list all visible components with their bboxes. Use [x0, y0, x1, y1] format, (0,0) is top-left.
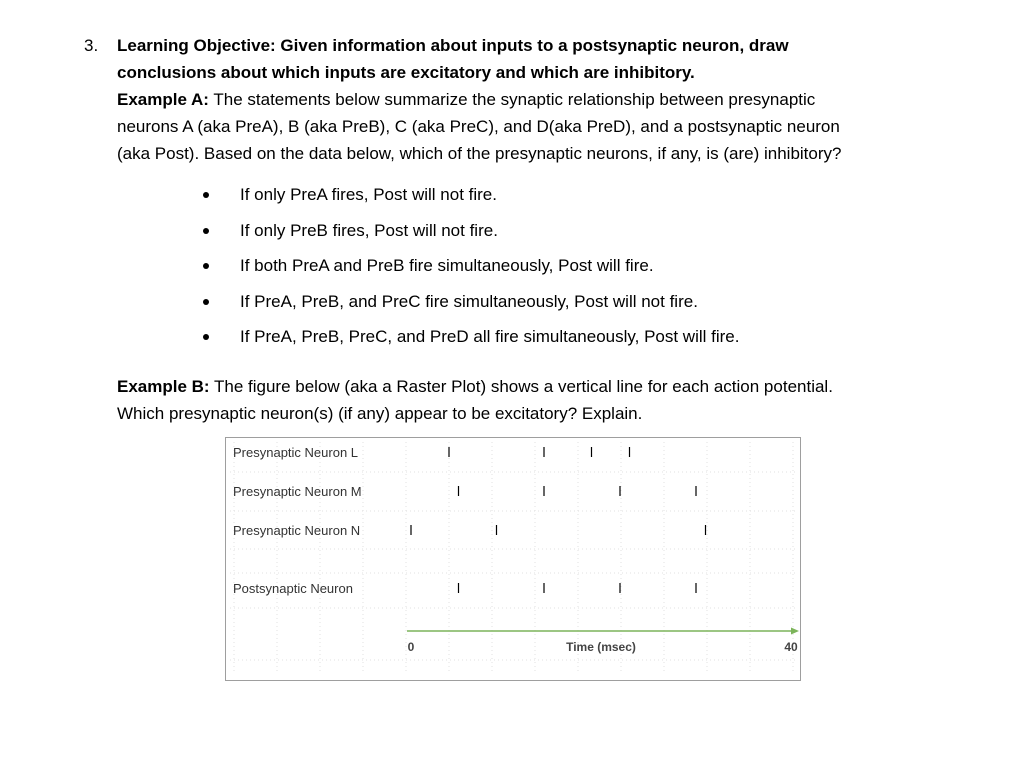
row-label: Presynaptic Neuron M: [233, 484, 362, 499]
row-label: Postsynaptic Neuron: [233, 581, 353, 596]
x-axis-label: Time (msec): [566, 640, 636, 654]
statement-text: If both PreA and PreB fire simultaneously, Post will fire.: [240, 256, 654, 275]
bullet-icon: [203, 192, 209, 198]
list-item: [200, 181, 739, 217]
example-b-heading: Example B:: [117, 377, 210, 396]
bullet-icon: [203, 228, 209, 234]
bullet-icon: [203, 299, 209, 305]
example-a-line-3: (aka Post). Based on the data below, which of the presynaptic neurons, if any, is (are) inhibitory?: [117, 144, 842, 163]
question-number: 3.: [84, 36, 99, 55]
x-tick-label: 0: [407, 640, 415, 654]
example-b-line-2: Which presynaptic neuron(s) (if any) appear to be excitatory? Explain.: [117, 404, 643, 423]
statement-text: If only PreA fires, Post will not fire.: [240, 185, 497, 204]
example-a-heading: Example A:: [117, 90, 209, 109]
list-item: [200, 252, 739, 288]
example-a-line-2: neurons A (aka PreA), B (aka PreB), C (aka PreC), and D(aka PreD), and a postsynaptic neuron: [117, 117, 840, 136]
example-b-line-1-text: The figure below (aka a Raster Plot) shows a vertical line for each action potential.: [209, 377, 833, 396]
list-item: [200, 288, 739, 324]
time-axis-arrowhead: [791, 628, 799, 635]
statement-text: If PreA, PreB, and PreC fire simultaneously, Post will not fire.: [240, 291, 698, 311]
row-label: Presynaptic Neuron N: [233, 523, 361, 538]
bullet-icon: [203, 263, 209, 269]
example-b-line-1: [117, 373, 967, 400]
row-label: Presynaptic Neuron L: [233, 445, 359, 460]
objective-line-2: conclusions about which inputs are excitatory and which are inhibitory.: [117, 63, 695, 82]
raster-plot-svg: [226, 438, 800, 680]
list-item: [200, 217, 739, 253]
example-a: [117, 86, 967, 167]
statement-text: If PreA, PreB, PreC, and PreD all fire simultaneously, Post will fire.: [240, 327, 740, 346]
example-a-line-1: [117, 86, 967, 113]
statement-list: [200, 181, 739, 359]
statement-text: If only PreB fires, Post will not fire.: [240, 220, 498, 240]
objective-line-1: Learning Objective: Given information about inputs to a postsynaptic neuron, draw: [117, 36, 789, 55]
raster-plot: [225, 437, 801, 681]
bullet-icon: [203, 334, 209, 340]
example-b: [117, 373, 967, 427]
learning-objective: [117, 32, 967, 86]
list-item: [200, 323, 739, 359]
x-tick-label: 40: [784, 640, 798, 654]
example-a-line-1-text: The statements below summarize the synaptic relationship between presynaptic: [208, 90, 816, 109]
